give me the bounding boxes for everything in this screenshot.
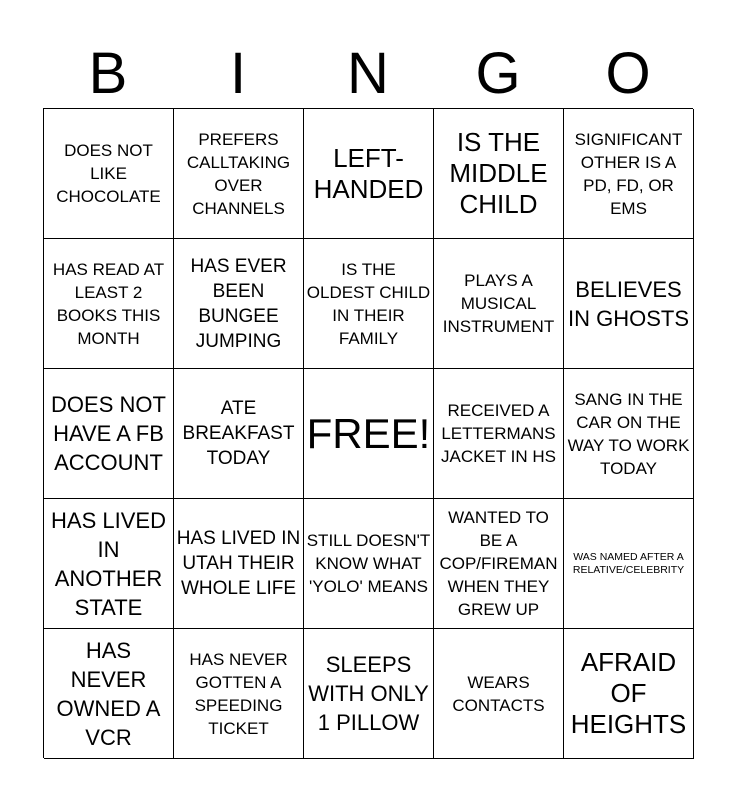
bingo-cell[interactable] [44,239,174,369]
free-space-label: FREE! [306,409,431,457]
cell-text: DOES NOT HAVE A FB ACCOUNT [51,392,166,475]
bingo-cell[interactable] [44,109,174,239]
cell-text: LEFT-HANDED [313,142,424,204]
bingo-cell[interactable] [304,109,434,239]
bingo-cell[interactable] [174,239,304,369]
bingo-cell[interactable] [564,499,694,629]
cell-text: IS THE MIDDLE CHILD [449,127,548,219]
cell-text: HAS EVER BEEN BUNGEE JUMPING [190,255,287,352]
bingo-cell[interactable] [304,239,434,369]
cell-text: HAS NEVER OWNED A VCR [56,637,161,750]
cell-text: HAS LIVED IN UTAH THEIR WHOLE LIFE [176,528,301,599]
cell-text: PLAYS A MUSICAL INSTRUMENT [442,271,555,336]
bingo-cell[interactable] [44,499,174,629]
header-letter-i: I [229,41,247,106]
bingo-cell[interactable] [304,629,434,759]
cell-text: HAS LIVED IN ANOTHER STATE [51,507,166,620]
bingo-cell[interactable] [174,369,304,499]
cell-text: SIGNIFICANT OTHER IS A PD, FD, OR EMS [574,129,683,218]
bingo-header [43,40,693,108]
header-letter-b: B [88,41,128,106]
bingo-cell[interactable] [174,109,304,239]
bingo-cell[interactable] [44,369,174,499]
cell-text: WAS NAMED AFTER A RELATIVE/CELEBRITY [572,550,685,576]
bingo-cell[interactable] [44,629,174,759]
cell-text: RECEIVED A LETTERMANS JACKET IN HS [441,401,556,466]
cell-text: SANG IN THE CAR ON THE WAY TO WORK TODAY [567,389,690,478]
header-letter-n: N [347,41,389,106]
bingo-cell[interactable] [434,239,564,369]
bingo-cell[interactable] [564,369,694,499]
bingo-cell[interactable] [434,109,564,239]
cell-text: HAS NEVER GOTTEN A SPEEDING TICKET [189,649,288,738]
free-space-cell[interactable] [304,369,434,499]
cell-text: WEARS CONTACTS [452,672,545,715]
cell-text: DOES NOT LIKE CHOCOLATE [56,141,161,206]
cell-text: IS THE OLDEST CHILD IN THEIR FAMILY [306,259,431,348]
bingo-cell[interactable] [564,239,694,369]
header-letter-g: G [475,41,521,106]
bingo-cell[interactable] [564,109,694,239]
header-letter-o: O [605,41,651,106]
bingo-card-grid [43,108,693,758]
bingo-cell[interactable] [564,629,694,759]
cell-text: PREFERS CALLTAKING OVER CHANNELS [186,129,291,218]
bingo-cell[interactable] [174,629,304,759]
bingo-cell[interactable] [434,629,564,759]
bingo-cell[interactable] [304,499,434,629]
cell-text: HAS READ AT LEAST 2 BOOKS THIS MONTH [52,259,165,348]
cell-text: ATE BREAKFAST TODAY [182,398,295,469]
cell-text: SLEEPS WITH ONLY 1 PILLOW [308,652,429,735]
bingo-cell[interactable] [434,499,564,629]
bingo-cell[interactable] [174,499,304,629]
cell-text: STILL DOESN'T KNOW WHAT 'YOLO' MEANS [306,531,431,596]
cell-text: WANTED TO BE A COP/FIREMAN WHEN THEY GREW UP [439,508,558,619]
bingo-cell[interactable] [434,369,564,499]
cell-text: AFRAID OF HEIGHTS [570,647,687,739]
cell-text: BELIEVES IN GHOSTS [567,276,689,331]
